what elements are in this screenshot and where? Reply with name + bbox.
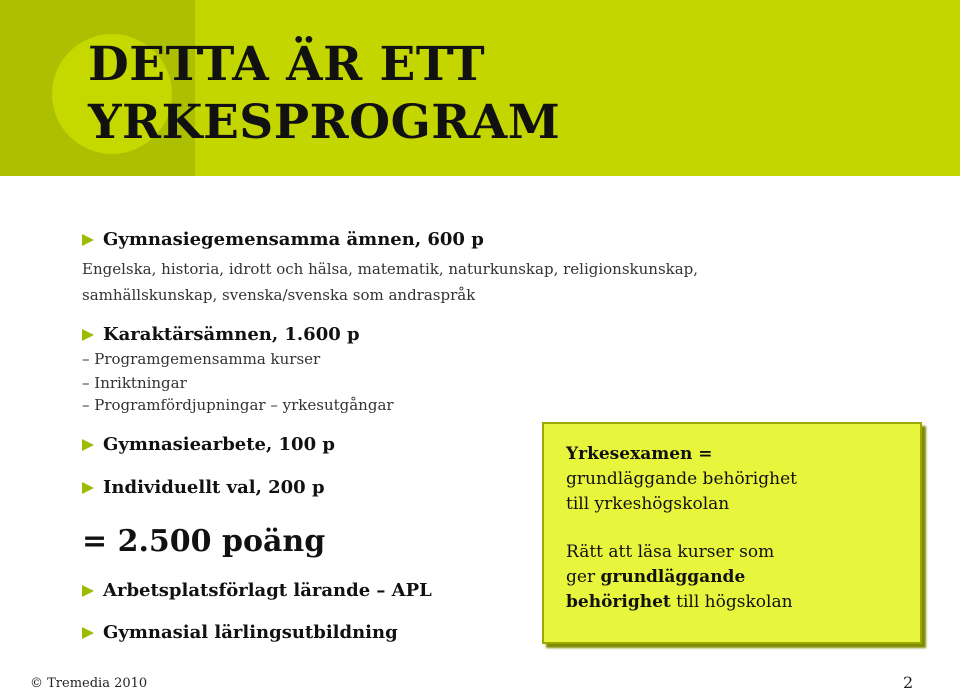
arrow-bullet-icon xyxy=(82,329,94,341)
bullet-heading: Gymnasiearbete, 100 p xyxy=(103,434,335,455)
callout-text: ger xyxy=(566,567,601,587)
callout-heading: Yrkesexamen = xyxy=(566,444,713,464)
subject-list-line-1: Engelska, historia, idrott och hälsa, matematik, naturkunskap, religionskunskap, xyxy=(82,260,699,278)
bullet-karaktarsamnen xyxy=(82,324,360,345)
callout-emphasis: grundläggande xyxy=(600,567,746,587)
arrow-bullet-icon xyxy=(82,234,94,246)
bullet-apl xyxy=(82,580,432,601)
sub-item: – Programgemensamma kurser xyxy=(82,350,321,368)
bullet-heading: Arbetsplatsförlagt lärande – APL xyxy=(103,580,432,601)
slide-title xyxy=(88,36,560,152)
callout-emphasis: behörighet xyxy=(566,592,671,612)
bullet-heading: Gymnasiegemensamma ämnen, 600 p xyxy=(103,229,484,250)
callout-line xyxy=(566,565,898,590)
yrkesexamen-callout-box xyxy=(542,422,922,644)
arrow-bullet-icon xyxy=(82,482,94,494)
bullet-heading: Individuellt val, 200 p xyxy=(103,477,325,498)
bullet-heading: Karaktärsämnen, 1.600 p xyxy=(103,324,360,345)
title-line-2: YRKESPROGRAM xyxy=(88,95,561,150)
arrow-bullet-icon xyxy=(82,439,94,451)
arrow-bullet-icon xyxy=(82,585,94,597)
arrow-bullet-icon xyxy=(82,627,94,639)
bullet-gymnasiegemensamma xyxy=(82,229,484,250)
title-line-1: DETTA ÄR ETT xyxy=(88,37,486,92)
bullet-gymnasiearbete xyxy=(82,434,335,455)
callout-text: till högskolan xyxy=(670,592,793,612)
title-banner xyxy=(0,0,960,176)
total-points: = 2.500 poäng xyxy=(82,524,326,559)
sub-item: – Inriktningar xyxy=(82,374,187,392)
sub-item: – Programfördjupningar – yrkesutgångar xyxy=(82,396,394,414)
callout-line: Rätt att läsa kurser som xyxy=(566,542,775,562)
callout-line: grundläggande behörighet xyxy=(566,469,797,489)
subject-list-line-2: samhällskunskap, svenska/svenska som andraspråk xyxy=(82,286,476,304)
page-number: 2 xyxy=(903,673,914,692)
bullet-heading: Gymnasial lärlingsutbildning xyxy=(103,622,398,643)
bullet-individuellt-val xyxy=(82,477,325,498)
bullet-larlingsutbildning xyxy=(82,622,398,643)
callout-line: till yrkeshögskolan xyxy=(566,494,730,514)
copyright-footer: © Tremedia 2010 xyxy=(30,676,148,691)
callout-line xyxy=(566,590,898,615)
